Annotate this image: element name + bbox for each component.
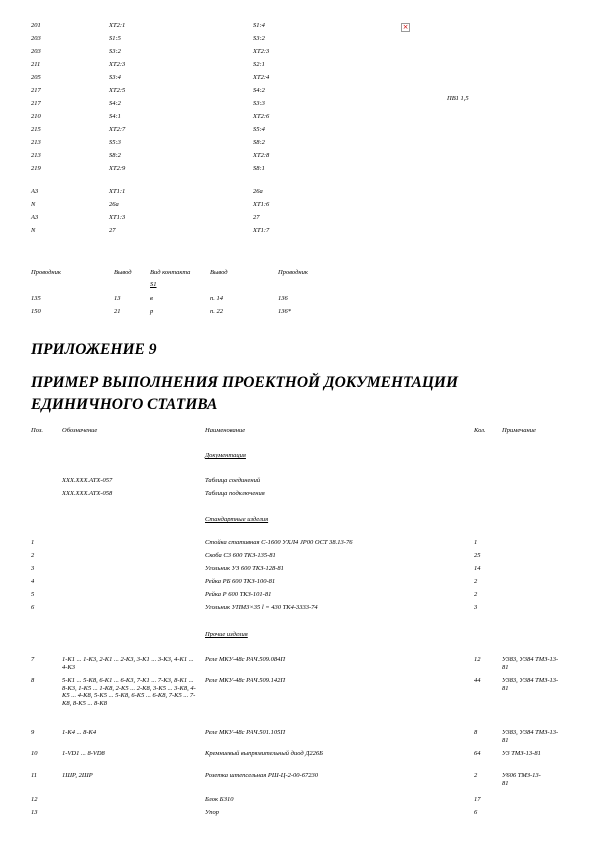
item-note: У383, У384 ТМЗ-13-81	[502, 677, 559, 692]
table-cell: 213	[31, 139, 41, 146]
item-designation: 1-VD1 ... 8-VD8	[62, 750, 105, 757]
item-pos: 7	[31, 656, 35, 663]
table-cell: 150	[31, 308, 41, 315]
table-cell: 211	[31, 61, 41, 68]
item-qty: 6	[474, 809, 478, 816]
section-title-line-1: ПРИМЕР ВЫПОЛНЕНИЯ ПРОЕКТНОЙ ДОКУМЕНТАЦИИ	[31, 374, 459, 391]
item-name: Реле МКУ-48с РАЧ.501.105П	[205, 729, 286, 736]
table-cell: S4:2	[253, 87, 265, 94]
table-cell: XT2:1	[109, 22, 126, 29]
table-cell: XT1:7	[253, 227, 270, 234]
table-cell: XT2:9	[109, 165, 126, 172]
table-cell: 136	[278, 295, 288, 302]
table-cell: S3:4	[109, 74, 121, 81]
table-cell: S8:1	[253, 165, 265, 172]
item-pos: 13	[31, 809, 38, 816]
table-cell: 205	[31, 74, 41, 81]
column-header: Вывод	[210, 269, 228, 276]
table-cell: S4:2	[109, 100, 121, 107]
table-cell: п. 14	[210, 295, 223, 302]
item-qty: 44	[474, 677, 481, 684]
table-cell: S8:2	[109, 152, 121, 159]
item-pos: 12	[31, 796, 38, 803]
table-cell: 217	[31, 87, 41, 94]
doc-name: Таблица подключения	[205, 490, 265, 497]
item-qty: 2	[474, 578, 478, 585]
item-pos: 9	[31, 729, 35, 736]
table-cell: 21	[114, 308, 121, 315]
item-pos: 6	[31, 604, 35, 611]
item-name: Реле МКУ-48с РАЧ.509.142П	[205, 677, 286, 684]
item-designation: 1ШР, 2ШР	[62, 772, 93, 779]
item-pos: 3	[31, 565, 35, 572]
item-name: Рейка РБ 600 ТКЗ-100-81	[205, 578, 276, 585]
item-qty: 12	[474, 656, 481, 663]
section-title-line-2: ЕДИНИЧНОГО СТАТИВА	[31, 396, 218, 413]
appendix-title: ПРИЛОЖЕНИЕ 9	[31, 341, 157, 358]
item-pos: 11	[31, 772, 38, 779]
table-cell: XT1:6	[253, 201, 270, 208]
item-name: Упор	[205, 809, 219, 816]
table-cell: S3:2	[253, 35, 265, 42]
item-qty: 25	[474, 552, 481, 559]
item-name: Скоба С3 600 ТКЗ-135-81	[205, 552, 276, 559]
table-cell: 26а	[253, 188, 263, 195]
table-cell: S8:2	[253, 139, 265, 146]
column-header: Вывод	[114, 269, 132, 276]
item-designation: 1-K1 ... 1-K3, 2-K1 ... 2-K3, 3-K1 ... 3-K3, 4-K1 ... 4-K3	[62, 656, 194, 671]
item-pos: 4	[31, 578, 35, 585]
item-pos: 8	[31, 677, 35, 684]
table-cell: р	[150, 308, 154, 315]
table-cell: п. 22	[210, 308, 223, 315]
table-cell: 217	[31, 100, 41, 107]
section-heading-other: Прочие изделия	[205, 631, 248, 638]
table-cell: N	[31, 201, 36, 208]
wire-type-note: ПВ1 1,5	[447, 95, 469, 102]
item-note: У3 ТМЗ-13-81	[502, 750, 541, 757]
item-name: Стойка стативная С-1600 УХЛ4 JP00 ОСТ 38.13-76	[205, 539, 353, 546]
table-cell: XT2:3	[109, 61, 126, 68]
item-name: Угольник УПМ3×35 l = 430 ТК4-3333-74	[205, 604, 318, 611]
doc-designation: XXX.XXX.ATX-058	[62, 490, 113, 497]
item-pos: 10	[31, 750, 38, 757]
item-note: У383, У384 ТМЗ-13-81	[502, 729, 559, 744]
table-cell: 135	[31, 295, 41, 302]
item-name: Угольник УЗ 600 ТКЗ-128-81	[205, 565, 284, 572]
item-note: У383, У384 ТМЗ-13-81	[502, 656, 559, 671]
item-name: Рейка Р 600 ТКЗ-101-81	[205, 591, 272, 598]
table-cell: A3	[31, 214, 39, 221]
table-cell: S4:1	[109, 113, 121, 120]
item-name: Кремниевый выпрямительный диод Д226Б	[205, 750, 323, 757]
table-cell: 27	[109, 227, 116, 234]
doc-designation: XXX.XXX.ATX-057	[62, 477, 113, 484]
table-cell: 213	[31, 152, 41, 159]
doc-name: Таблица соединений	[205, 477, 261, 484]
item-qty: 1	[474, 539, 478, 546]
table-cell: XT1:3	[109, 214, 126, 221]
table-cell: 215	[31, 126, 41, 133]
table-cell: 13	[114, 295, 121, 302]
item-pos: 2	[31, 552, 35, 559]
item-pos: 1	[31, 539, 35, 546]
section-heading-documentation: Документация	[205, 452, 246, 459]
table-cell: A3	[31, 188, 39, 195]
item-qty: 2	[474, 591, 478, 598]
table-cell: S5:4	[253, 126, 265, 133]
table-cell: S2:1	[253, 61, 265, 68]
table-cell: S3:2	[109, 48, 121, 55]
column-header: Проводник	[31, 269, 61, 276]
table-cell: 201	[31, 22, 41, 29]
item-pos: 5	[31, 591, 35, 598]
section-heading-standard: Стандартные изделия	[205, 516, 269, 523]
item-note: У606 ТМЗ-13-81	[502, 772, 541, 787]
column-header: Проводник	[278, 269, 308, 276]
table-cell: 219	[31, 165, 41, 172]
column-header-name: Наименование	[205, 427, 246, 434]
table-cell: XT1:1	[109, 188, 126, 195]
item-qty: 17	[474, 796, 481, 803]
item-qty: 64	[474, 750, 481, 757]
table-cell: XT2:3	[253, 48, 270, 55]
broken-image-icon: ×	[402, 23, 409, 31]
table-cell: 27	[253, 214, 260, 221]
item-qty: 8	[474, 729, 478, 736]
table-cell: XT2:7	[109, 126, 126, 133]
table-cell: S1:4	[253, 22, 265, 29]
item-name: Розетка штепсельная РШ-Ц-2-00-67230	[205, 772, 318, 779]
table-cell: XT2:4	[253, 74, 270, 81]
table-cell: N	[31, 227, 36, 234]
broken-image-placeholder	[401, 23, 410, 32]
table-cell: в	[150, 295, 153, 302]
table-cell: XT2:8	[253, 152, 270, 159]
table-cell: S1:5	[109, 35, 121, 42]
table-cell: 26а	[109, 201, 119, 208]
item-name: Блок БЗ10	[205, 796, 234, 803]
column-header-note: Примечание	[502, 427, 536, 434]
item-designation: 1-K4 ... 8-K4	[62, 729, 97, 736]
table-cell: S5:3	[109, 139, 121, 146]
column-header-pos: Поз.	[31, 427, 44, 434]
table-cell: 136*	[278, 308, 291, 315]
table-cell: XT2:5	[109, 87, 126, 94]
item-designation: 5-K1 ... 5-K8, 6-K1 ... 6-K3, 7-K1 ... 7-K3, 8-K1 ... 8-K3, 1-K5 ... 1-K8, 2-K5 ... 2-K8, 3-K5 ... 3-K8, 4-K5 ... 4-K8, 5-K5 ... 5-K8, 6-K5 ... 6-K8, 7-K5 ... 7-K8, 8-K5 ... 8-K8	[62, 677, 196, 707]
table-cell: 203	[31, 35, 41, 42]
column-header-designation: Обозначение	[62, 427, 98, 434]
table-cell: 210	[31, 113, 41, 120]
table-cell: S3:3	[253, 100, 265, 107]
column-subheader: S1	[150, 281, 157, 288]
item-qty: 2	[474, 772, 478, 779]
table-cell: 203	[31, 48, 41, 55]
item-qty: 14	[474, 565, 481, 572]
column-header: Вид контакта	[150, 269, 191, 276]
table-cell: XT2:6	[253, 113, 270, 120]
item-name: Реле МКУ-48с РАЧ.509.084П	[205, 656, 286, 663]
column-header-qty: Кол.	[474, 427, 486, 434]
item-qty: 3	[474, 604, 478, 611]
